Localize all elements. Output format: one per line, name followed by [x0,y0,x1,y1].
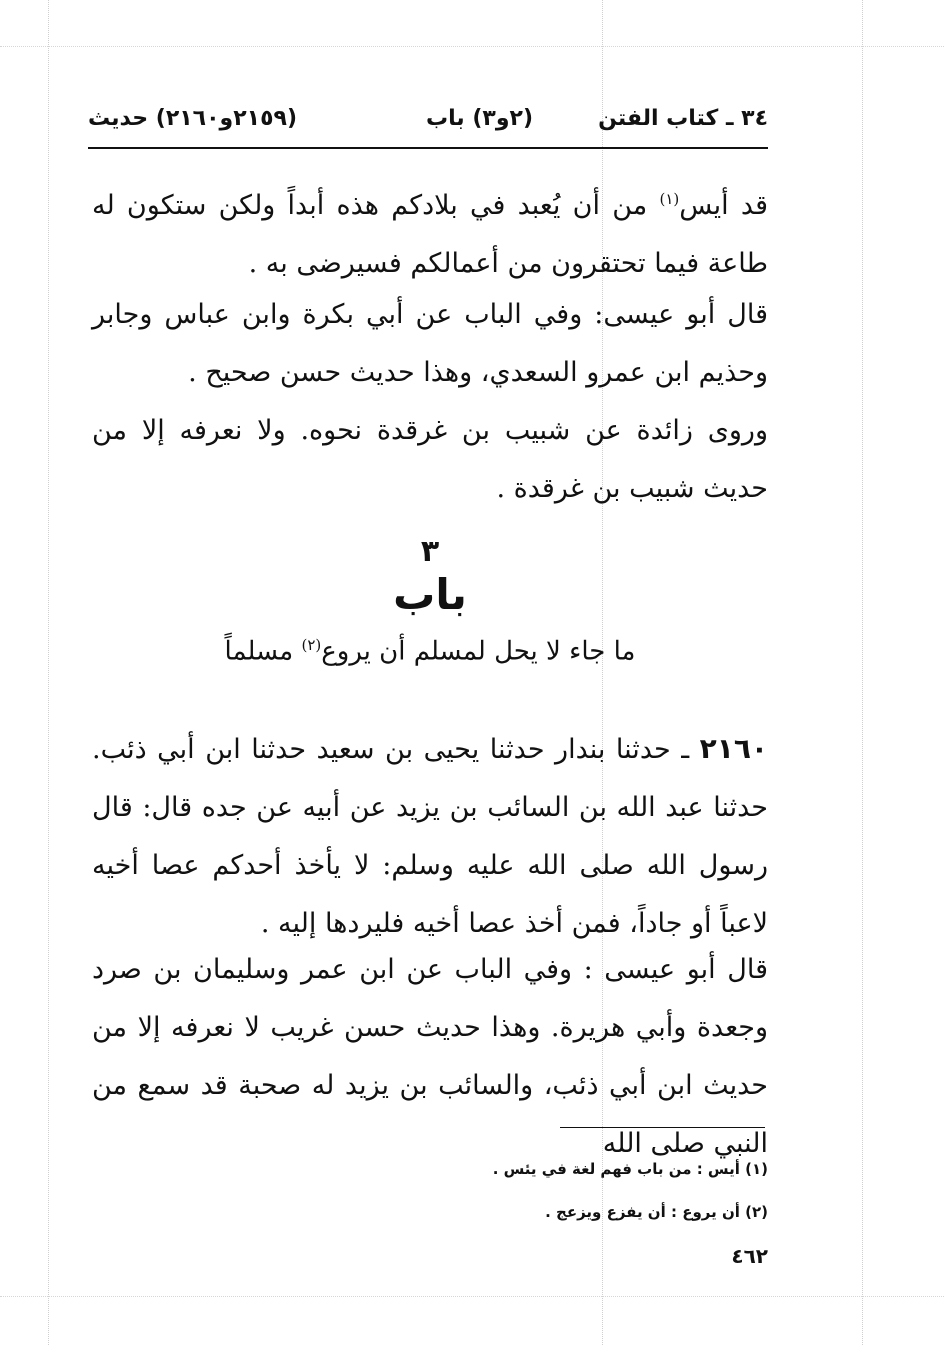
footnote-marker: (١) [659,190,680,208]
paragraph-narration: وروى زائدة عن شبيب بن غرقدة نحوه. ولا نعرفه إلا من حديث شبيب بن غرقدة . [92,415,768,504]
chapter-subtitle [0,636,860,667]
paragraph-text: قد أيس [679,190,768,221]
header-hadith-ref: (٢١٥٩و٢١٦٠) حديث [88,106,298,131]
paragraph-text: من أن يُعبد في بلادكم هذه أبداً ولكن ستكون له طاعة فيما تحتقرون من أعمالكم فسيرضى به . [92,190,768,279]
running-header [88,100,768,148]
chapter-subtitle-text: ما جاء لا يحل لمسلم أن يروع [321,636,636,667]
paragraph-commentary: قال أبو عيسى: وفي الباب عن أبي بكرة وابن عباس وجابر وحذيم ابن عمرو السعدي، وهذا حديث حسن صحيح . [92,299,768,388]
chapter-title: باب [393,570,467,619]
header-rule [88,147,768,149]
scan-artifact-line [862,0,863,1345]
scan-artifact-line [48,0,49,1345]
scan-artifact-line [0,46,944,47]
header-chapter-ref: (٢و٣) باب [426,106,533,131]
chapter-number: ٣ [420,534,440,569]
page-number: ٤٦٢ [731,1244,768,1268]
footnote-marker: (٢) [301,636,322,654]
header-book-title: ٣٤ ـ كتاب الفتن [598,106,768,131]
hadith-number: ٢١٦٠ [699,732,768,765]
hadith-text: ـ حدثنا بندار حدثنا يحيى بن سعيد حدثنا ابن أبي ذئب. حدثنا عبد الله بن السائب بن يزيد عن أبيه عن جده قال: قال رسول الله صلى الله عليه وسلم: لا يأخذ أحدكم عصا أخيه لاعباً أو جاداً، فمن أخذ عصا أخيه فليردها إليه . [92,734,768,939]
paragraph-commentary: قال أبو عيسى : وفي الباب عن ابن عمر وسليمان بن صرد وجعدة وأبي هريرة. وهذا حديث حسن غريب لا نعرفه إلا من حديث ابن أبي ذئب، والسائب بن يزيد له صحبة قد سمع من النبي صلى الله [92,954,768,1159]
footnote-rule [560,1127,765,1128]
footnote-1: (١) أيس : من باب فهم لغة في يئس . [492,1160,768,1178]
chapter-subtitle-text: مسلماً [224,636,302,667]
hadith-paragraph [92,720,768,953]
footnote-2: (٢) أن يروع : أن يفزع ويزعج . [545,1203,768,1221]
paragraph-continuation [92,170,768,293]
scan-artifact-line [0,1296,944,1297]
